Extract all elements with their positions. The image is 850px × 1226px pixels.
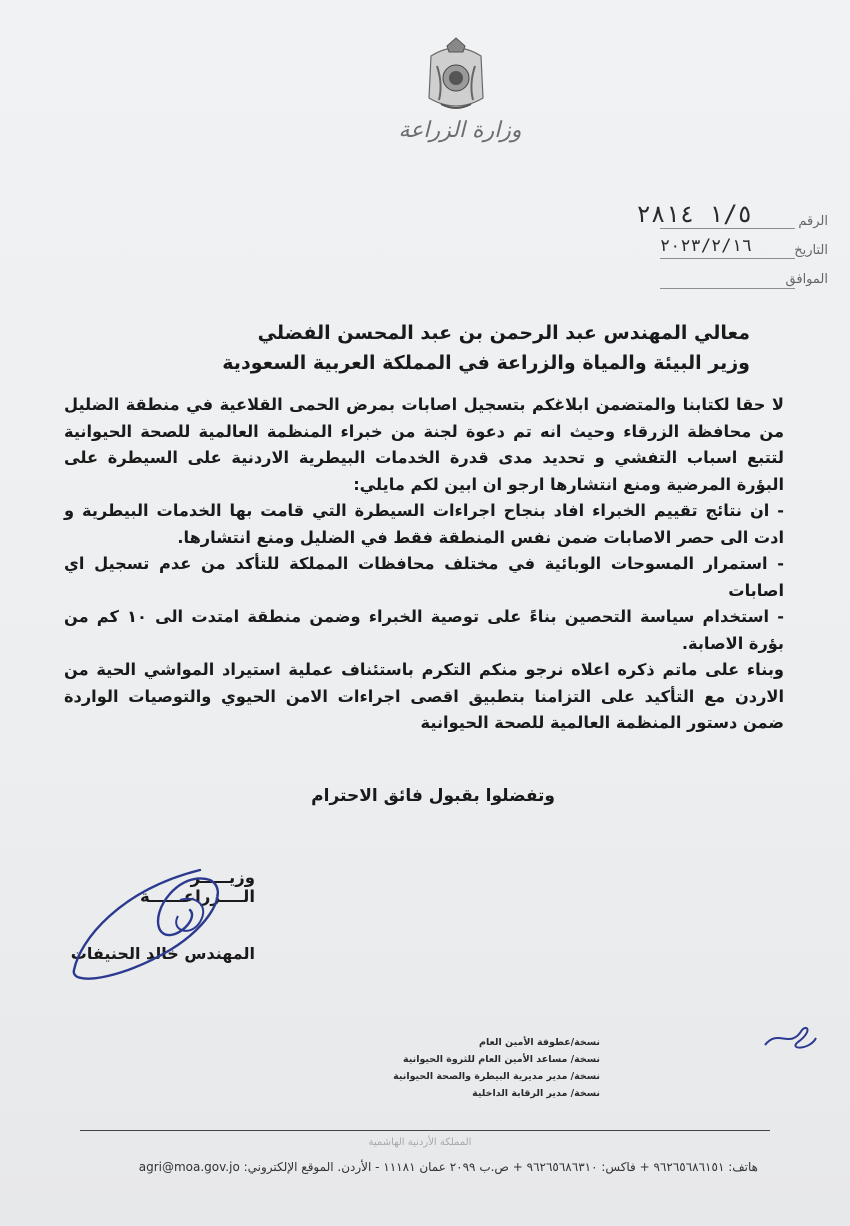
royal-emblem-icon: [423, 36, 489, 118]
reference-number-rule: [660, 228, 795, 229]
handwritten-initials: [760, 1020, 820, 1060]
handwritten-signature: [60, 850, 240, 990]
cc-list: [393, 1034, 600, 1102]
reference-number-label: الرقم: [798, 214, 828, 229]
cc-item: نسخة/ مدير الرقابة الداخلية: [472, 1088, 600, 1099]
date-rule: [660, 258, 795, 259]
addressee-title: وزير البيئة والمياة والزراعة في المملكة العربية السعودية: [222, 352, 750, 374]
date-label: التاريخ: [794, 243, 828, 258]
footer-contact-line: هاتف: ٩٦٢٦٥٦٨٦١٥١ + فاكس: ٩٦٢٦٥٦٨٦٣١٠ + ص.ب ٢٠٩٩ عمان ١١١٨١ - الأردن. الموقع الإلكتروني: agri@moa.gov.jo: [138, 1160, 758, 1174]
cc-item: نسخة/ مساعد الأمين العام للثروة الحيوانية: [402, 1054, 600, 1065]
corresponding-date-label: الموافق: [785, 272, 828, 287]
reference-number-value: ١/٥ ٢٨١٤: [636, 200, 752, 228]
cc-item: نسخة/ مدير مديرية البيطرة والصحة الحيوانية: [393, 1071, 600, 1082]
body-paragraph-intro: لا حقا لكتابنا والمتضمن ابلاغكم بتسجيل اصابات بمرض الحمى القلاعية في منطقة الضليل من محافظة الزرقاء وحيث انه تم دعوة لجنة من خبراء المنظمة العالمية للصحة الحيوانية لتتبع اسباب التفشي و تحديد مدى قدرة الخدمات البيطرية الاردنية على السيطرة على البؤرة المرضية ومنع انتشارها ارجو ان ابين لكم مايلي:: [64, 395, 784, 494]
body-list-item: - استخدام سياسة التحصين بناءً على توصية الخبراء وضمن منطقة امتدت الى ١٠ كم من بؤرة الاصابة.: [64, 607, 784, 653]
addressee: [222, 318, 750, 378]
signatory-title: وزيـــــر الــــزراعــــــة: [140, 868, 255, 906]
corresponding-date-rule: [660, 288, 795, 289]
body-list-item: - استمرار المسوحات الوبائية في مختلف محافظات المملكة للتأكد من عدم تسجيل اي اصابات: [64, 554, 784, 600]
body-list-item: - ان نتائج تقييم الخبراء افاد بنجاح اجراءات السيطرة التي قامت بها الخدمات البيطرية و ادت الى حصر الاصابات ضمن نفس المنطقة فقط في الضليل ومنع انتشارها.: [64, 501, 784, 547]
cc-item: نسخة/عطوفة الأمين العام: [479, 1037, 600, 1048]
letter-body: [64, 392, 784, 737]
footer-caption: المملكة الأردنية الهاشمية: [368, 1137, 472, 1148]
body-paragraph-request: وبناء على ماتم ذكره اعلاه نرجو منكم التكرم باستئناف عملية استيراد المواشي الحية من الاردن مع التأكيد على التزامنا بتطبيق اقصى اجراءات الامن الحيوي والتوصيات الواردة ضمن دستور المنظمة العالمية للصحة الحيوانية: [64, 660, 784, 732]
footer-divider: [80, 1130, 770, 1131]
closing-line: وتفضلوا بقبول فائق الاحترام: [311, 786, 555, 806]
ministry-logotype: وزارة الزراعة: [398, 118, 522, 143]
signatory-name: المهندس خالد الحنيفات: [70, 944, 255, 963]
date-value: ٢٠٢٣/٢/١٦: [659, 236, 752, 256]
addressee-name: معالي المهندس عبد الرحمن بن عبد المحسن الفضلي: [257, 322, 750, 344]
